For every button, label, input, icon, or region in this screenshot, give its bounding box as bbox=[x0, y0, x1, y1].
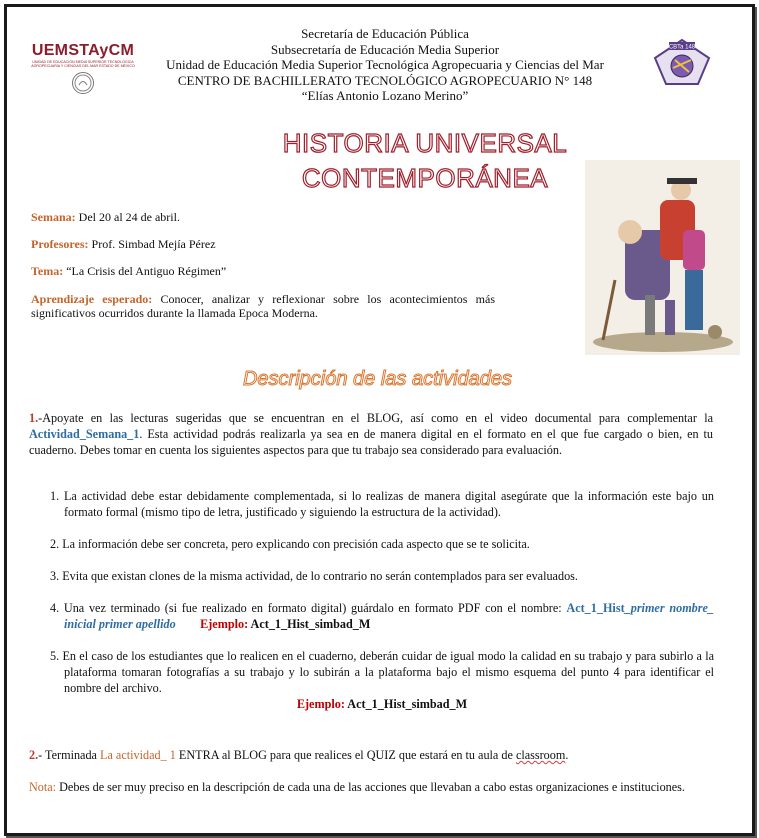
instruction-paragraph-2 bbox=[29, 747, 713, 763]
list-item: 5. En el caso de los estudiantes que lo realicen en el cuaderno, deberán cuidar de igual modo la calidad en su trabajo y para subirlo a la plataforma tomaran fotografías a su trabajo y lo subirán a la plataforma bajo el mismo esquema del punto 4 para identificar el nombre del archivo. Ejemplo: Act_1_Hist_simbad_M bbox=[50, 649, 714, 711]
institution-header bbox=[150, 26, 620, 104]
requirements-list bbox=[36, 488, 714, 712]
tema-label: Tema: bbox=[31, 264, 64, 278]
activity-reference: La actividad_ 1 bbox=[100, 748, 176, 762]
instruction-paragraph-1 bbox=[29, 410, 713, 458]
p2-number: 2. bbox=[29, 748, 39, 762]
aprendizaje-label: Aprendizaje esperado: bbox=[31, 292, 153, 306]
aprendizaje-value: Conocer, analizar y reflexionar sobre los acontecimientos más significativos ocurridos durante la llamada Epoca Moderna. bbox=[31, 292, 495, 320]
list-item-text: Evita que existan clones de la misma actividad, de lo contrario no serán contemplados para ser evaluados. bbox=[62, 569, 578, 583]
logo-subtitle: UNIDAD DE EDUCACIÓN MEDIA SUPERIOR TECNOLÓGICA AGROPECUARIA Y CIENCIAS DEL MAR ESTADO DE MÉXICO bbox=[31, 60, 135, 69]
header-line: CENTRO DE BACHILLERATO TECNOLÓGICO AGROPECUARIO N° 148 bbox=[177, 72, 593, 88]
list-item-text: La actividad debe estar debidamente complementada, si lo realizas de manera digital asegúrate que la información este bajo un formato formal (mismo tipo de letra, justificado y siguiendo la estructura de la actividad). bbox=[63, 489, 714, 519]
list-item: 3. Evita que existan clones de la misma actividad, de lo contrario no serán contemplados para ser evaluados. bbox=[50, 569, 578, 583]
logo-brand: UEMSTAyCM bbox=[31, 42, 135, 59]
p2-text-c: . bbox=[565, 748, 569, 762]
filename-pattern: _primer nombre_ inicial primer apellido bbox=[64, 601, 715, 631]
title-line: HISTORIA UNIVERSAL bbox=[282, 128, 568, 158]
header-line: Secretaría de Educación Pública bbox=[301, 26, 469, 41]
activity-name: Actividad_Semana_1 bbox=[29, 427, 140, 441]
title-line: CONTEMPORÁNEA bbox=[301, 163, 549, 193]
p2-text-a: - Terminada bbox=[38, 748, 101, 762]
aprendizaje-line bbox=[31, 293, 495, 320]
profesores-line bbox=[31, 238, 495, 252]
list-item: 4. Una vez terminado (si fue realizado en formato digital) guárdalo en formato PDF con el nombre: Act_1_Hist_primer nombre_ inicial primer apellido Ejemplo: Act_1_Hist_simbad_M bbox=[50, 601, 715, 631]
semana-label: Semana: bbox=[31, 210, 76, 224]
classroom-word: classroom bbox=[515, 748, 566, 762]
header-line: Subsecretaría de Educación Media Superior bbox=[270, 41, 500, 57]
tema-line bbox=[31, 265, 495, 279]
mexico-seal-icon bbox=[72, 72, 94, 94]
p1-text-a: -Apoyate en las lecturas sugeridas que se encuentran en el BLOG, así como en el video documental para complementar la bbox=[38, 411, 713, 425]
filename-prefix: Act_1_Hist bbox=[566, 601, 625, 615]
activities-section-title: Descripción de las actividades bbox=[242, 368, 513, 390]
tema-value: “La Crisis del Antiguo Régimen” bbox=[63, 264, 227, 278]
list-item-text: Una vez terminado (si fue realizado en formato digital) guárdalo en formato PDF con el nombre: bbox=[63, 601, 567, 615]
example-value: Act_1_Hist_simbad_M bbox=[248, 617, 371, 631]
example-label: Ejemplo: bbox=[200, 617, 249, 631]
uemstaycm-logo bbox=[24, 42, 142, 99]
semana-line bbox=[31, 211, 495, 225]
list-item: 1. La actividad debe estar debidamente complementada, si lo realizas de manera digital asegúrate que la información este bajo un formato formal (mismo tipo de letra, justificado y siguiendo la estructura de la actividad). bbox=[50, 489, 714, 519]
example-label: Ejemplo: bbox=[296, 697, 345, 711]
profesores-value: Prof. Simbad Mejía Pérez bbox=[88, 237, 216, 251]
logo-right-label: CBTa 148 bbox=[668, 44, 696, 51]
list-item-text: En el caso de los estudiantes que lo realicen en el cuaderno, deberán cuidar de igual modo la calidad en su trabajo y para subirlo a la plataforma tomaran fotografías a su trabajo y lo subirán a la plataforma bajo el mismo esquema del punto 4 para identificar el nombre del archivo. bbox=[62, 649, 714, 695]
course-title bbox=[250, 126, 600, 196]
list-item-text: La información debe ser concreta, pero explicando con precisión cada aspecto que se te solicita. bbox=[62, 537, 530, 551]
example-value: Act_1_Hist_simbad_M bbox=[344, 697, 468, 711]
profesores-label: Profesores: bbox=[31, 237, 89, 251]
list-item: 2. La información debe ser concreta, pero explicando con precisión cada aspecto que se te solicita. bbox=[50, 537, 530, 551]
header-line: Unidad de Educación Media Superior Tecnológica Agropecuaria y Ciencias del Mar bbox=[166, 57, 604, 73]
note-paragraph bbox=[29, 779, 713, 795]
note-text: Debes de ser muy preciso en la descripción de cada una de las acciones que llevaban a cabo estas organizaciones e instituciones. bbox=[56, 780, 685, 794]
p1-text-b: . Esta actividad podrás realizarla ya sea en de manera digital en el formato en el que fue cargado o bien, en tu cuaderno. Debes tomar en cuenta los siguientes aspectos para que tu trabajo sea considerado para evaluación. bbox=[29, 427, 713, 457]
p1-number: 1. bbox=[29, 411, 39, 425]
p2-text-b: ENTRA al BLOG para que realices el QUIZ que estará en tu aula de bbox=[175, 748, 516, 762]
example-line bbox=[50, 696, 714, 712]
header-line: “Elías Antonio Lozano Merino” bbox=[301, 88, 469, 104]
note-label: Nota: bbox=[29, 780, 57, 794]
historical-caricature-illustration bbox=[585, 160, 740, 355]
cbta-148-logo bbox=[653, 38, 711, 86]
semana-value: Del 20 al 24 de abril. bbox=[75, 210, 180, 224]
